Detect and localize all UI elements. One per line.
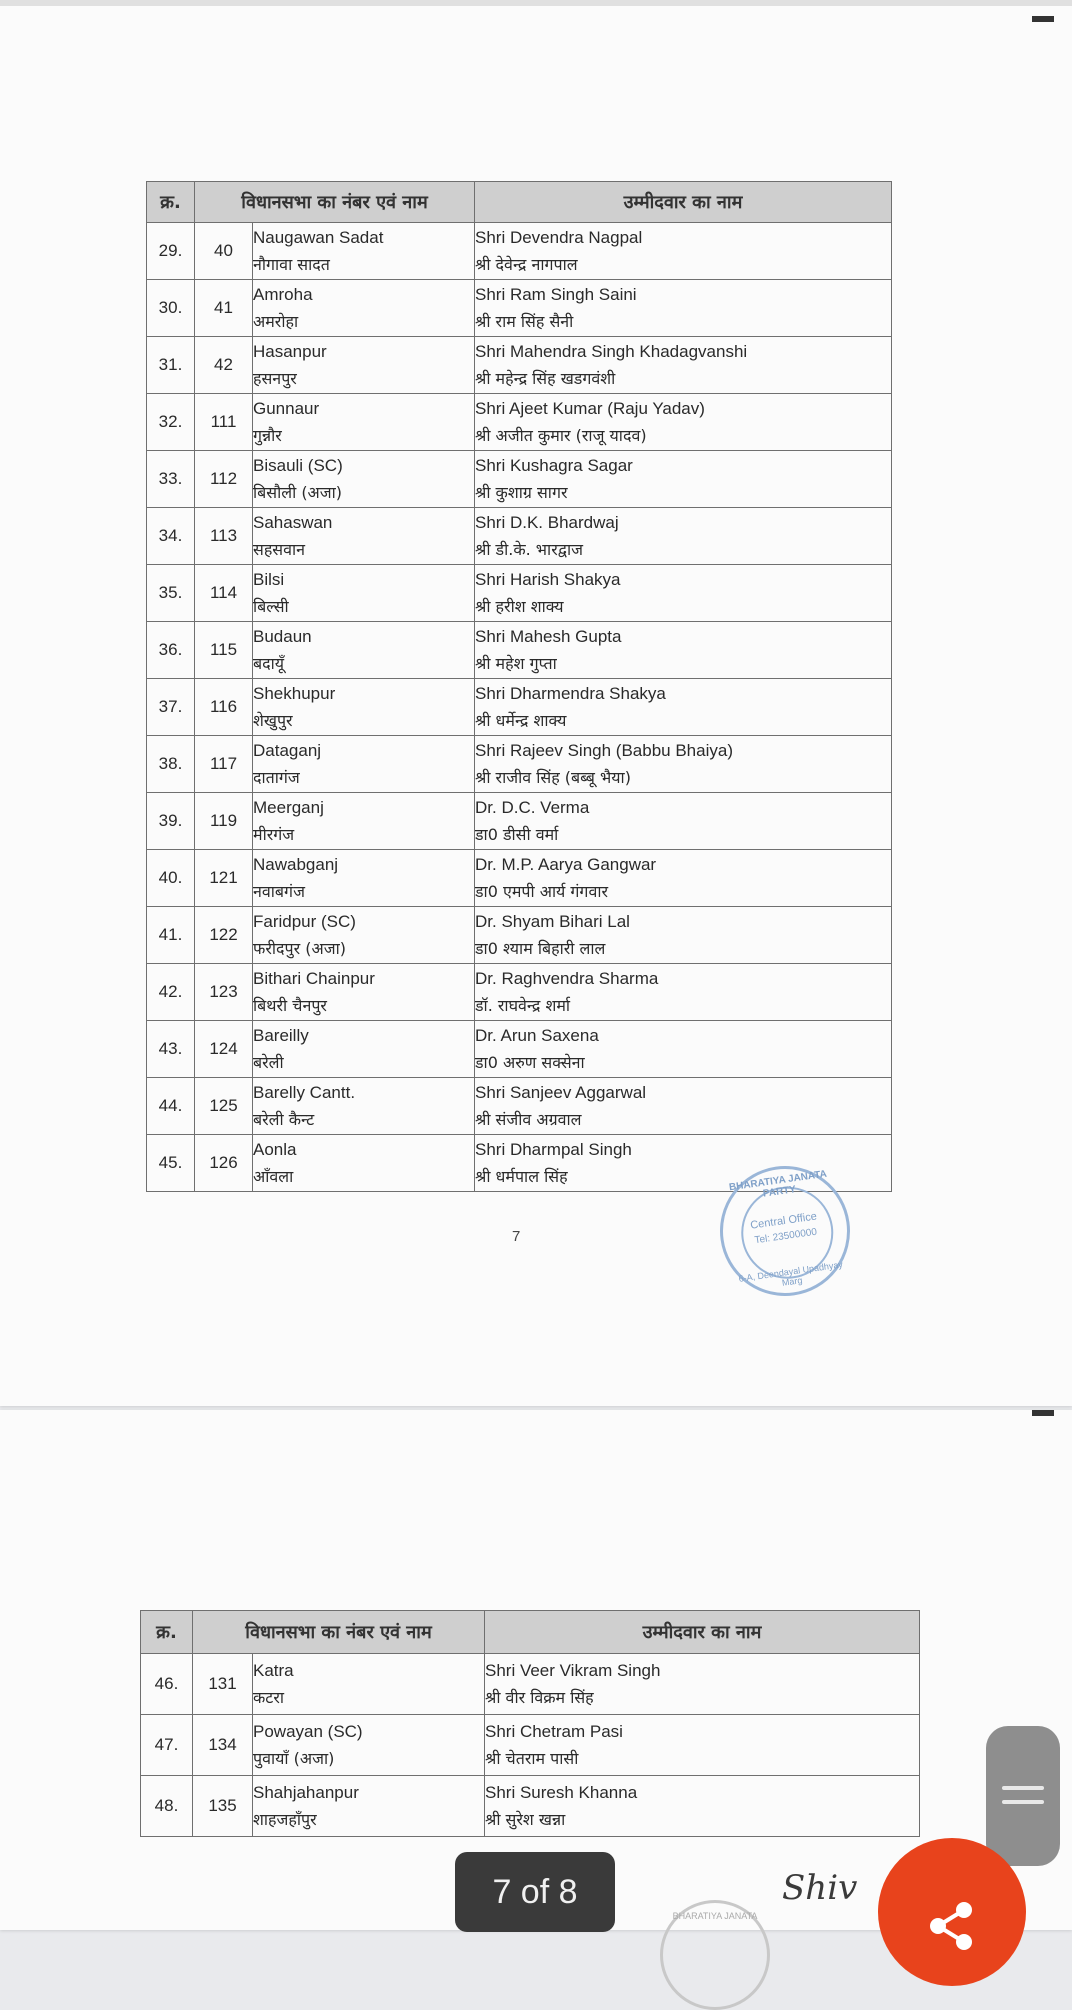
constituency-name-hi: सहसवान bbox=[253, 540, 306, 559]
constituency-number: 123 bbox=[195, 964, 253, 1021]
constituency-name bbox=[253, 679, 475, 736]
page-indicator: 7 of 8 bbox=[455, 1852, 615, 1932]
table-header-row bbox=[147, 182, 892, 223]
candidate-name bbox=[475, 907, 892, 964]
candidate-name-hi: श्री महेन्द्र सिंह खडगवंशी bbox=[475, 369, 616, 388]
candidate-name bbox=[475, 736, 892, 793]
constituency-name-hi: अमरोहा bbox=[253, 312, 299, 331]
constituency-number: 121 bbox=[195, 850, 253, 907]
constituency-name-en: Katra bbox=[253, 1661, 294, 1680]
candidate-name bbox=[485, 1715, 920, 1776]
candidate-name-hi: श्री कुशाग्र सागर bbox=[475, 483, 568, 502]
constituency-name bbox=[253, 1021, 475, 1078]
constituency-name-en: Bareilly bbox=[253, 1026, 309, 1045]
constituency-name-hi: पुवायाँ (अजा) bbox=[253, 1749, 335, 1768]
constituency-name-en: Bisauli (SC) bbox=[253, 456, 343, 475]
constituency-name-hi: शाहजहाँपुर bbox=[253, 1810, 317, 1829]
candidate-name-hi: श्री राम सिंह सैनी bbox=[475, 312, 574, 331]
fast-scroll-handle[interactable] bbox=[986, 1726, 1060, 1866]
table-row bbox=[147, 280, 892, 337]
serial-number: 46. bbox=[141, 1654, 193, 1715]
candidate-name-hi: श्री डी.के. भारद्वाज bbox=[475, 540, 583, 559]
header-candidate: उम्मीदवार का नाम bbox=[485, 1611, 920, 1654]
candidate-name-hi: डा0 डीसी वर्मा bbox=[475, 825, 559, 844]
header-serial: क्र. bbox=[147, 182, 195, 223]
constituency-number: 41 bbox=[195, 280, 253, 337]
candidate-name-hi: श्री धर्मपाल सिंह bbox=[475, 1167, 568, 1186]
header-constituency: विधानसभा का नंबर एवं नाम bbox=[195, 182, 475, 223]
constituency-number: 40 bbox=[195, 223, 253, 280]
candidate-name-en: Dr. M.P. Aarya Gangwar bbox=[475, 855, 657, 874]
handle-grip-line bbox=[1002, 1786, 1044, 1790]
constituency-number: 135 bbox=[193, 1776, 253, 1837]
constituency-name bbox=[253, 850, 475, 907]
table-row bbox=[141, 1776, 920, 1837]
table-row bbox=[141, 1654, 920, 1715]
constituency-name-hi: बरेली कैन्ट bbox=[253, 1110, 315, 1129]
table-row bbox=[147, 679, 892, 736]
party-stamp-partial bbox=[660, 1900, 770, 2010]
candidate-name-en: Shri Dharmpal Singh bbox=[475, 1140, 632, 1159]
candidate-name-en: Shri Rajeev Singh (Babbu Bhaiya) bbox=[475, 741, 733, 760]
candidate-name-hi: डा0 एमपी आर्य गंगवार bbox=[475, 882, 609, 901]
constituency-number: 126 bbox=[195, 1135, 253, 1192]
constituency-name-hi: बरेली bbox=[253, 1053, 284, 1072]
constituency-number: 119 bbox=[195, 793, 253, 850]
constituency-name bbox=[253, 793, 475, 850]
table-row bbox=[147, 793, 892, 850]
table-row bbox=[147, 622, 892, 679]
constituency-name bbox=[253, 565, 475, 622]
constituency-name-hi: बिल्सी bbox=[253, 597, 289, 616]
serial-number: 36. bbox=[147, 622, 195, 679]
constituency-number: 131 bbox=[193, 1654, 253, 1715]
constituency-name-hi: कटरा bbox=[253, 1688, 285, 1707]
header-candidate: उम्मीदवार का नाम bbox=[475, 182, 892, 223]
candidate-name-en: Dr. Arun Saxena bbox=[475, 1026, 599, 1045]
table-row bbox=[147, 223, 892, 280]
candidate-name-en: Shri Devendra Nagpal bbox=[475, 228, 643, 247]
stamp-line-2: Tel: 23500000 bbox=[753, 1226, 818, 1247]
table-body bbox=[147, 223, 892, 1192]
constituency-name-en: Nawabganj bbox=[253, 855, 339, 874]
constituency-name-hi: नवाबगंज bbox=[253, 882, 305, 901]
serial-number: 40. bbox=[147, 850, 195, 907]
constituency-name-en: Gunnaur bbox=[253, 399, 320, 418]
table-row bbox=[147, 964, 892, 1021]
constituency-name-en: Naugawan Sadat bbox=[253, 228, 384, 247]
constituency-number: 113 bbox=[195, 508, 253, 565]
constituency-name-hi: बदायूँ bbox=[253, 654, 285, 673]
candidate-name bbox=[475, 223, 892, 280]
constituency-name-hi: फरीदपुर (अजा) bbox=[253, 939, 346, 958]
constituency-number: 125 bbox=[195, 1078, 253, 1135]
serial-number: 48. bbox=[141, 1776, 193, 1837]
constituency-number: 124 bbox=[195, 1021, 253, 1078]
constituency-number: 115 bbox=[195, 622, 253, 679]
page-number: 7 bbox=[512, 1228, 521, 1245]
serial-number: 41. bbox=[147, 907, 195, 964]
constituency-number: 42 bbox=[195, 337, 253, 394]
serial-number: 32. bbox=[147, 394, 195, 451]
candidate-table-page-7 bbox=[146, 181, 892, 1192]
candidate-name-hi: डा0 अरुण सक्सेना bbox=[475, 1053, 585, 1072]
candidate-name bbox=[475, 451, 892, 508]
constituency-name bbox=[253, 1654, 485, 1715]
constituency-number: 116 bbox=[195, 679, 253, 736]
serial-number: 35. bbox=[147, 565, 195, 622]
table-row bbox=[147, 394, 892, 451]
candidate-name-hi: श्री वीर विक्रम सिंह bbox=[485, 1688, 594, 1707]
candidate-table-page-8 bbox=[140, 1610, 920, 1837]
header-serial: क्र. bbox=[141, 1611, 193, 1654]
constituency-name bbox=[253, 907, 475, 964]
serial-number: 37. bbox=[147, 679, 195, 736]
candidate-name-en: Shri D.K. Bhardwaj bbox=[475, 513, 619, 532]
candidate-name bbox=[475, 565, 892, 622]
constituency-name bbox=[253, 1078, 475, 1135]
candidate-name-hi: श्री महेश गुप्ता bbox=[475, 654, 557, 673]
constituency-name-hi: बिसौली (अजा) bbox=[253, 483, 343, 502]
candidate-name-hi: श्री सुरेश खन्ना bbox=[485, 1810, 566, 1829]
candidate-name bbox=[475, 793, 892, 850]
constituency-name bbox=[253, 1776, 485, 1837]
serial-number: 30. bbox=[147, 280, 195, 337]
table-row bbox=[147, 736, 892, 793]
table-body bbox=[141, 1654, 920, 1837]
candidate-name-hi: डा0 श्याम बिहारी लाल bbox=[475, 939, 606, 958]
candidate-name-hi: श्री हरीश शाक्य bbox=[475, 597, 564, 616]
constituency-name-en: Meerganj bbox=[253, 798, 324, 817]
serial-number: 38. bbox=[147, 736, 195, 793]
stamp-top-text: BHARATIYA JANATA PARTY bbox=[728, 1168, 828, 1200]
constituency-name-en: Hasanpur bbox=[253, 342, 327, 361]
serial-number: 33. bbox=[147, 451, 195, 508]
table-row bbox=[147, 451, 892, 508]
candidate-name-hi: श्री चेतराम पासी bbox=[485, 1749, 579, 1768]
share-button[interactable] bbox=[878, 1838, 1026, 1986]
candidate-name bbox=[475, 679, 892, 736]
candidate-name-en: Dr. D.C. Verma bbox=[475, 798, 590, 817]
constituency-name bbox=[253, 508, 475, 565]
candidate-name bbox=[475, 280, 892, 337]
constituency-number: 122 bbox=[195, 907, 253, 964]
constituency-name-hi: मीरगंज bbox=[253, 825, 295, 844]
constituency-name-en: Sahaswan bbox=[253, 513, 333, 532]
serial-number: 29. bbox=[147, 223, 195, 280]
candidate-name-hi: डॉ. राघवेन्द्र शर्मा bbox=[475, 996, 571, 1015]
signature: Shiv bbox=[782, 1868, 858, 1908]
table-row bbox=[147, 1021, 892, 1078]
candidate-name-hi: श्री राजीव सिंह (बब्बू भैया) bbox=[475, 768, 631, 787]
serial-number: 47. bbox=[141, 1715, 193, 1776]
constituency-name bbox=[253, 280, 475, 337]
table-row bbox=[141, 1715, 920, 1776]
candidate-name bbox=[475, 508, 892, 565]
constituency-name-en: Shekhupur bbox=[253, 684, 336, 703]
table-row bbox=[147, 850, 892, 907]
corner-mark bbox=[1032, 16, 1054, 22]
constituency-name bbox=[253, 1715, 485, 1776]
candidate-name bbox=[475, 850, 892, 907]
constituency-name-en: Bithari Chainpur bbox=[253, 969, 375, 988]
constituency-number: 117 bbox=[195, 736, 253, 793]
stamp-line-1: Central Office bbox=[749, 1210, 818, 1232]
candidate-name-en: Shri Harish Shakya bbox=[475, 570, 621, 589]
candidate-name-en: Dr. Shyam Bihari Lal bbox=[475, 912, 630, 931]
constituency-name-en: Barelly Cantt. bbox=[253, 1083, 356, 1102]
constituency-name-hi: शेखुपुर bbox=[253, 711, 293, 730]
serial-number: 43. bbox=[147, 1021, 195, 1078]
constituency-name-en: Shahjahanpur bbox=[253, 1783, 359, 1802]
candidate-name-en: Shri Dharmendra Shakya bbox=[475, 684, 666, 703]
candidate-name-hi: श्री अजीत कुमार (राजू यादव) bbox=[475, 426, 647, 445]
constituency-name bbox=[253, 394, 475, 451]
constituency-name-hi: आँवला bbox=[253, 1167, 294, 1186]
stamp-bottom-text: 6-A, Deendayal Upadhyay Marg bbox=[737, 1259, 844, 1288]
candidate-name-en: Shri Veer Vikram Singh bbox=[485, 1661, 661, 1680]
constituency-name-hi: हसनपुर bbox=[253, 369, 297, 388]
candidate-name-en: Shri Suresh Khanna bbox=[485, 1783, 638, 1802]
candidate-name-hi: श्री देवेन्द्र नागपाल bbox=[475, 255, 578, 274]
candidate-name bbox=[485, 1654, 920, 1715]
candidate-name-en: Shri Ajeet Kumar (Raju Yadav) bbox=[475, 399, 705, 418]
candidate-name bbox=[475, 622, 892, 679]
serial-number: 39. bbox=[147, 793, 195, 850]
table-row bbox=[147, 907, 892, 964]
constituency-name-hi: गुन्नौर bbox=[253, 426, 282, 445]
candidate-name bbox=[475, 1078, 892, 1135]
candidate-name-en: Shri Ram Singh Saini bbox=[475, 285, 637, 304]
constituency-name-hi: बिथरी चैनपुर bbox=[253, 996, 327, 1015]
handle-grip-line bbox=[1002, 1800, 1044, 1804]
constituency-name-hi: दातागंज bbox=[253, 768, 300, 787]
candidate-name-hi: श्री संजीव अग्रवाल bbox=[475, 1110, 582, 1129]
constituency-name-en: Amroha bbox=[253, 285, 313, 304]
constituency-number: 112 bbox=[195, 451, 253, 508]
constituency-name-en: Dataganj bbox=[253, 741, 322, 760]
serial-number: 42. bbox=[147, 964, 195, 1021]
corner-mark bbox=[1032, 1410, 1054, 1416]
candidate-name bbox=[475, 337, 892, 394]
candidate-name bbox=[475, 394, 892, 451]
constituency-name bbox=[253, 451, 475, 508]
constituency-name bbox=[253, 337, 475, 394]
serial-number: 34. bbox=[147, 508, 195, 565]
constituency-name-en: Budaun bbox=[253, 627, 312, 646]
table-row bbox=[147, 1078, 892, 1135]
share-icon bbox=[924, 1898, 980, 1954]
table-row bbox=[147, 508, 892, 565]
constituency-name bbox=[253, 964, 475, 1021]
candidate-name bbox=[475, 964, 892, 1021]
serial-number: 45. bbox=[147, 1135, 195, 1192]
candidate-name-en: Dr. Raghvendra Sharma bbox=[475, 969, 659, 988]
candidate-name-en: Shri Mahendra Singh Khadagvanshi bbox=[475, 342, 748, 361]
constituency-number: 111 bbox=[195, 394, 253, 451]
candidate-name-en: Shri Mahesh Gupta bbox=[475, 627, 622, 646]
constituency-name-en: Bilsi bbox=[253, 570, 285, 589]
candidate-name-hi: श्री धर्मेन्द्र शाक्य bbox=[475, 711, 567, 730]
constituency-name-en: Powayan (SC) bbox=[253, 1722, 363, 1741]
candidate-name bbox=[475, 1021, 892, 1078]
serial-number: 44. bbox=[147, 1078, 195, 1135]
header-constituency: विधानसभा का नंबर एवं नाम bbox=[193, 1611, 485, 1654]
constituency-name-en: Aonla bbox=[253, 1140, 297, 1159]
constituency-number: 114 bbox=[195, 565, 253, 622]
constituency-name bbox=[253, 223, 475, 280]
stamp2-text: BHARATIYA JANATA bbox=[672, 1911, 758, 1921]
table-row bbox=[147, 565, 892, 622]
constituency-name bbox=[253, 736, 475, 793]
candidate-name-en: Shri Chetram Pasi bbox=[485, 1722, 623, 1741]
constituency-name-en: Faridpur (SC) bbox=[253, 912, 356, 931]
serial-number: 31. bbox=[147, 337, 195, 394]
table-header-row bbox=[141, 1611, 920, 1654]
candidate-name-en: Shri Sanjeev Aggarwal bbox=[475, 1083, 647, 1102]
candidate-name bbox=[485, 1776, 920, 1837]
candidate-name-en: Shri Kushagra Sagar bbox=[475, 456, 633, 475]
constituency-name-hi: नौगावा सादत bbox=[253, 255, 330, 274]
table-row bbox=[147, 337, 892, 394]
constituency-name bbox=[253, 622, 475, 679]
constituency-name bbox=[253, 1135, 475, 1192]
constituency-number: 134 bbox=[193, 1715, 253, 1776]
